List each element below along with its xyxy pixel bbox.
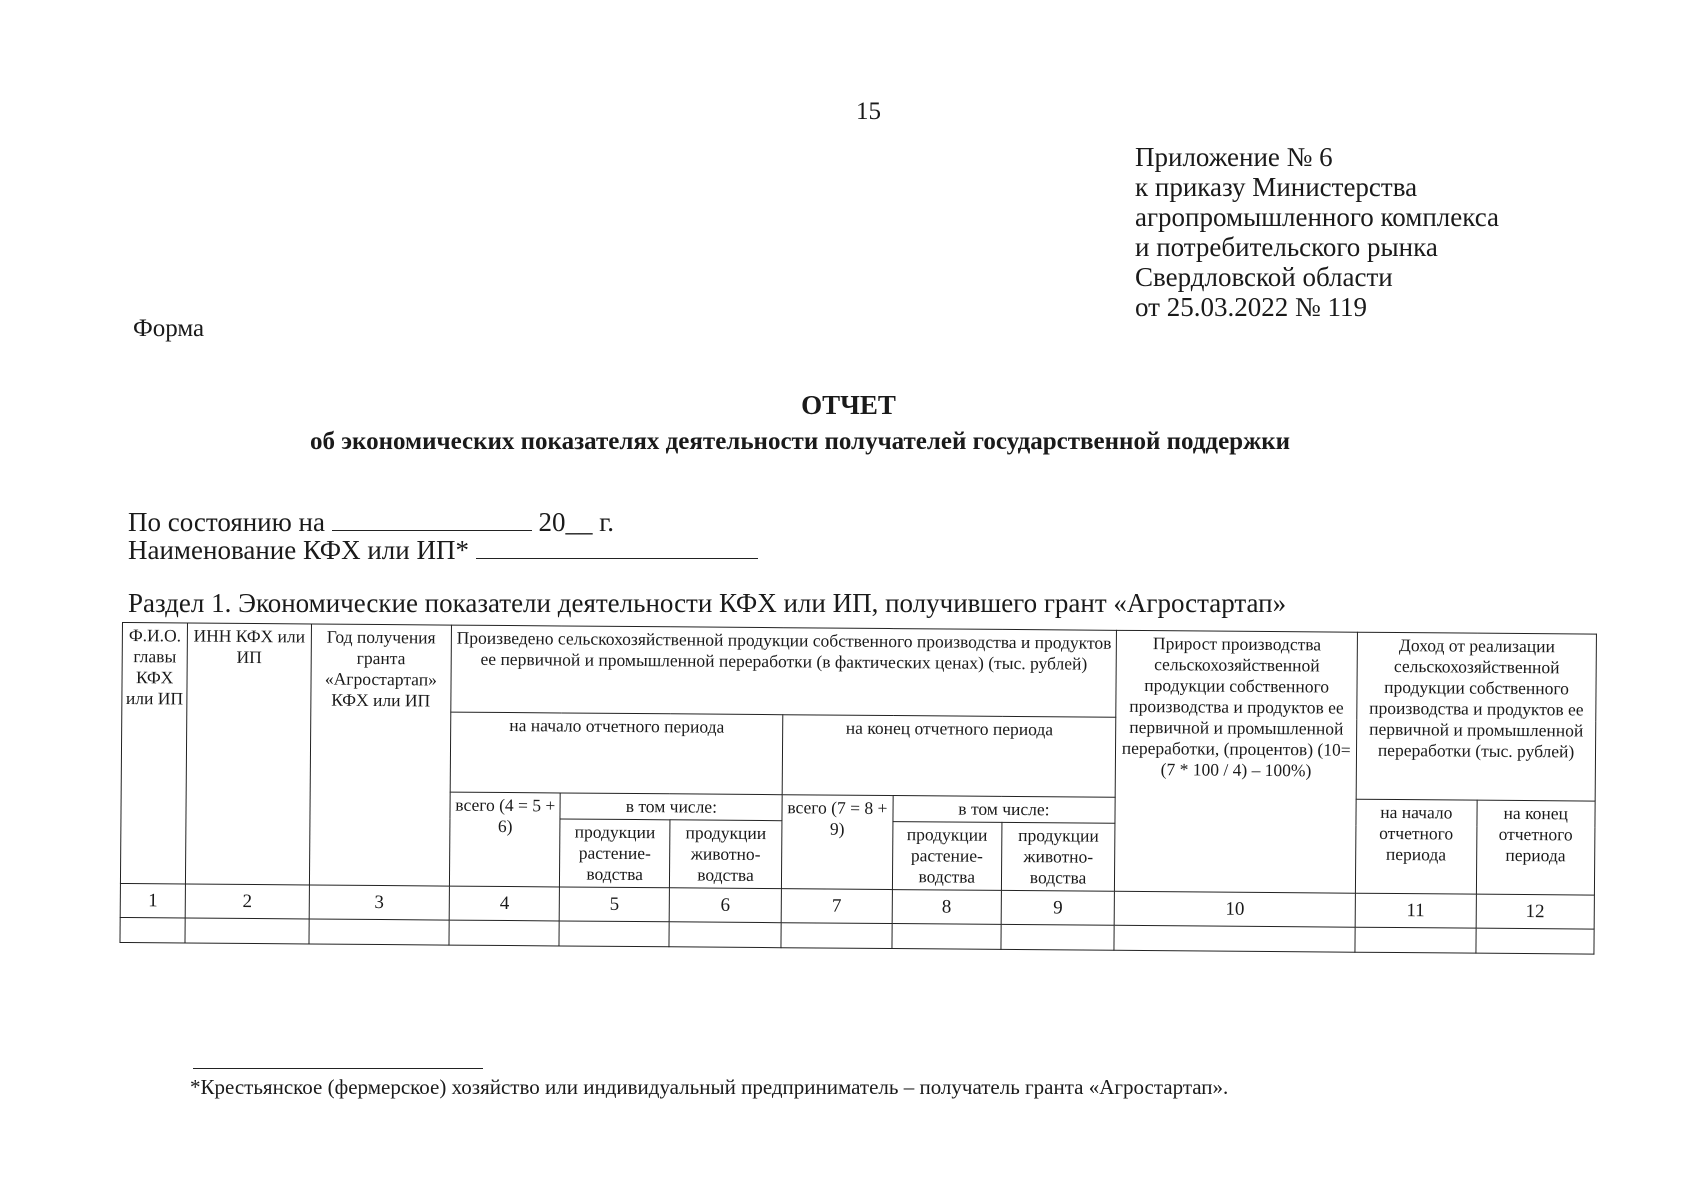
table-cell[interactable]	[1114, 925, 1355, 952]
header-income-end: на конец отчетного периода	[1476, 800, 1595, 895]
header-crop-start: продукции растение-водства	[560, 819, 670, 888]
as-of-year: 20__ г.	[538, 507, 615, 537]
header-produced: Произведено сельскохозяйственной продукции собственного производства и продуктов ее первичной и промышленной переработки (в фактических ценах) (тыс. рублей)	[451, 625, 1117, 717]
as-of-date-blank[interactable]	[332, 506, 532, 531]
col-number: 9	[1001, 890, 1115, 925]
header-row-1	[122, 623, 1597, 722]
header-growth: Прирост производства сельскохозяйственной продукции собственного производства и продуктов ее первичной и промышленной переработки, (процентов) (10= (7 * 100 / 4) – 100%)	[1115, 630, 1358, 893]
table-cell[interactable]	[120, 917, 185, 943]
col-number: 6	[669, 888, 782, 923]
report-subtitle: об экономических показателях деятельности получателей государственной поддержки	[310, 428, 1291, 455]
header-income: Доход от реализации сельскохозяйственной продукции собственного производства и продуктов ее первичной и промышленной переработки (тыс. рублей)	[1356, 632, 1596, 801]
col-number: 7	[781, 889, 892, 924]
form-label: Форма	[133, 315, 205, 342]
col-number: 5	[560, 887, 670, 922]
header-total-end: всего (7 = 8 + 9)	[782, 795, 893, 890]
col-number: 10	[1114, 891, 1355, 927]
table-cell[interactable]	[559, 921, 669, 947]
col-number: 4	[449, 886, 560, 921]
header-inn: ИНН КФХ или ИП	[186, 623, 311, 885]
table-cell[interactable]	[781, 923, 892, 949]
header-including-start: в том числе:	[560, 793, 782, 821]
table-cell[interactable]	[309, 919, 450, 945]
header-income-start: на начало отчетного периода	[1356, 799, 1477, 894]
entity-name-label: Наименование КФХ или ИП*	[128, 535, 469, 565]
entity-name-field[interactable]	[128, 534, 758, 566]
header-including-end: в том числе:	[893, 796, 1116, 824]
table-cell[interactable]	[669, 922, 782, 948]
appendix-line: Приложение № 6	[1135, 142, 1333, 172]
appendix-line: к приказу Министерства	[1135, 172, 1418, 202]
as-of-label: По состоянию на	[128, 507, 325, 537]
report-title: ОТЧЕТ	[801, 390, 896, 420]
table-cell[interactable]	[892, 924, 1002, 950]
header-livestock-start: продукции животно-водства	[669, 820, 782, 889]
footnote: *Крестьянское (фермерское) хозяйство или индивидуальный предприниматель – получатель гранта «Агростартап».	[190, 1075, 1229, 1099]
section-title: Раздел 1. Экономические показатели деятельности КФХ или ИП, получившего грант «Агростартап»	[128, 588, 1287, 618]
col-number: 1	[120, 883, 185, 918]
header-period-start: на начало отчетного периода	[450, 712, 783, 795]
col-number: 8	[892, 890, 1002, 925]
col-number: 12	[1476, 894, 1595, 929]
page-number: 15	[856, 98, 881, 125]
appendix-line: агропромышленного комплекса	[1135, 202, 1499, 232]
footnote-divider	[193, 1068, 483, 1069]
entity-name-blank[interactable]	[476, 534, 758, 559]
col-number: 11	[1355, 893, 1476, 928]
header-crop-end: продукции растение-водства	[892, 822, 1002, 891]
col-number: 3	[309, 885, 450, 920]
col-number: 2	[185, 884, 309, 919]
table-cell[interactable]	[185, 918, 309, 944]
header-total-start: всего (4 = 5 + 6)	[450, 792, 561, 887]
table-cell[interactable]	[1001, 924, 1115, 950]
appendix-block	[1135, 142, 1499, 322]
report-table	[119, 622, 1596, 955]
appendix-line: Свердловской области	[1135, 262, 1393, 292]
table-cell[interactable]	[449, 920, 560, 946]
appendix-line: от 25.03.2022 № 119	[1135, 292, 1367, 322]
header-fio: Ф.И.О. главы КФХ или ИП	[120, 623, 187, 885]
appendix-line: и потребительского рынка	[1135, 232, 1438, 262]
header-period-end: на конец отчетного периода	[782, 715, 1116, 798]
header-livestock-end: продукции животно-водства	[1001, 822, 1115, 891]
header-grant-year: Год получения гранта «Агростартап» КФХ или ИП	[309, 624, 452, 886]
table-cell[interactable]	[1475, 928, 1594, 954]
table-cell[interactable]	[1355, 927, 1476, 953]
